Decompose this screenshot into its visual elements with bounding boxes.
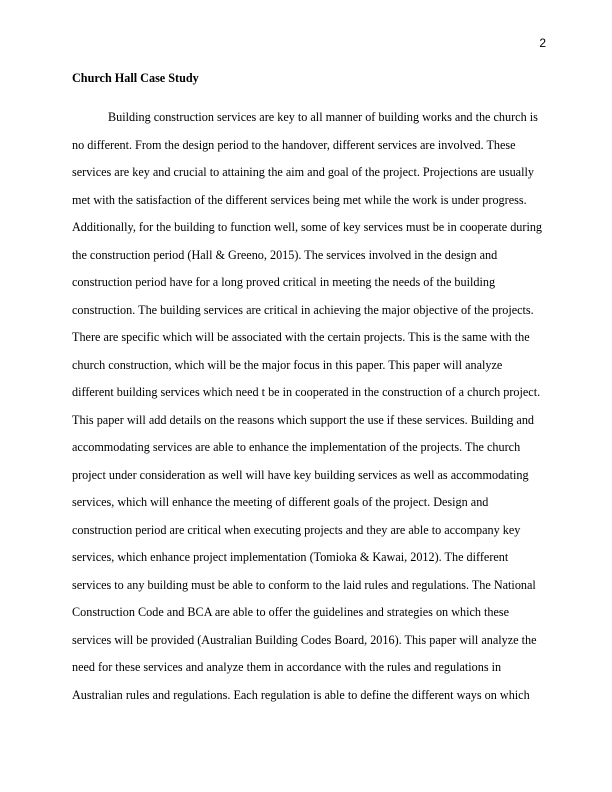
text-line: services, which will enhance the meeting of different goals of the project. Design and [72,495,489,509]
text-line: Australian rules and regulations. Each regulation is able to define the different ways on which [72,687,530,702]
text-line: services are key and crucial to attaining the aim and goal of the project. Projections are usually [72,165,534,179]
text-line: services to any building must be able to conform to the laid rules and regulations. The National [72,577,536,592]
text-line: different building services which need t be in cooperated in the construction of a church project. [72,385,541,399]
text-line: Building construction services are key to all manner of building works and the church is [108,110,538,124]
text-line: the construction period (Hall & Greeno, 2015). The services involved in the design and [72,247,498,262]
text-line: church construction, which will be the major focus in this paper. This paper will analyze [72,357,503,372]
text-line: need for these services and analyze them in accordance with the rules and regulations in [72,660,502,674]
text-line: project under consideration as well will have key building services as well as accommodating [72,467,529,482]
text-line: construction period have for a long proved critical in meeting the needs of the building [72,275,496,289]
text-line: services will be provided (Australian Building Codes Board, 2016). This paper will analyze the [72,632,537,647]
text-line: Construction Code and BCA are able to offer the guidelines and strategies on which these [72,605,510,619]
document-title: Church Hall Case Study [72,71,199,85]
text-line: construction. The building services are critical in achieving the major objective of the projects. [72,302,534,317]
text-line: accommodating services are able to enhance the implementation of the projects. The church [72,440,521,454]
text-line: construction period are critical when executing projects and they are able to accompany key [72,522,521,537]
text-line: met with the satisfaction of the different services being met while the work is under progress. [72,192,527,207]
text-line: There are specific which will be associated with the certain projects. This is the same with the [72,330,530,344]
text-line: no different. From the design period to the handover, different services are involved. These [72,137,516,152]
page-number: 2 [539,36,546,50]
text-line: This paper will add details on the reasons which support the use if these services. Building and [72,412,535,427]
text-line: services, which enhance project implementation (Tomioka & Kawai, 2012). The different [72,550,509,564]
text-line: Additionally, for the building to function well, some of key services must be in cooperate during [72,220,543,234]
